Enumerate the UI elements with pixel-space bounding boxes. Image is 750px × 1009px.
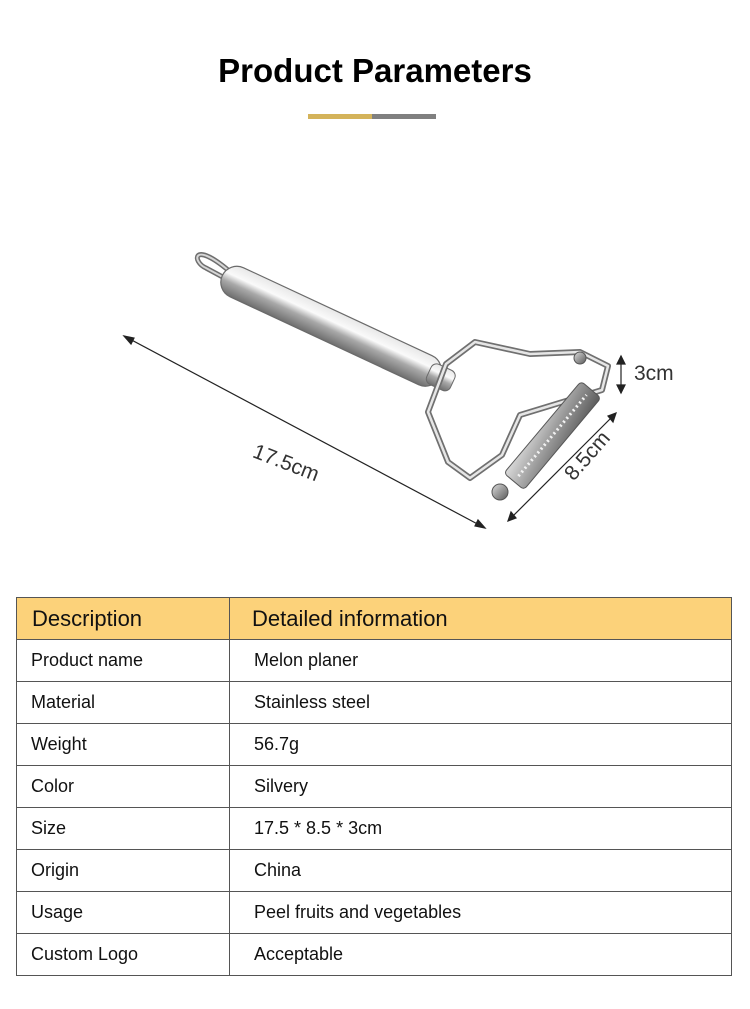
table-row (17, 682, 732, 724)
table-row (17, 766, 732, 808)
table-row (17, 850, 732, 892)
row-value: Peel fruits and vegetables (230, 892, 732, 934)
row-label: Color (17, 766, 230, 808)
row-value: China (230, 850, 732, 892)
column-header-detailed-information: Detailed information (230, 598, 732, 640)
row-value: Silvery (230, 766, 732, 808)
table-row (17, 808, 732, 850)
table-row (17, 934, 732, 976)
row-label: Weight (17, 724, 230, 766)
table-row (17, 724, 732, 766)
underline-gray-segment (372, 114, 436, 119)
spec-table (16, 597, 732, 976)
row-label: Material (17, 682, 230, 724)
row-value: 56.7g (230, 724, 732, 766)
title-underline (308, 114, 436, 119)
row-value: Acceptable (230, 934, 732, 976)
row-label: Origin (17, 850, 230, 892)
row-label: Custom Logo (17, 934, 230, 976)
table-header-row (17, 598, 732, 640)
peeler-image (110, 230, 710, 540)
width-dimension-label: 8.5cm (560, 426, 615, 486)
page-title: Product Parameters (218, 52, 532, 89)
underline-gold-segment (308, 114, 372, 119)
row-value: 17.5 * 8.5 * 3cm (230, 808, 732, 850)
length-dimension-label: 17.5cm (249, 440, 323, 487)
row-value: Stainless steel (230, 682, 732, 724)
table-row (17, 892, 732, 934)
row-value: Melon planer (230, 640, 732, 682)
row-label: Size (17, 808, 230, 850)
height-dimension-label: 3cm (634, 362, 674, 385)
column-header-description: Description (17, 598, 230, 640)
table-row (17, 640, 732, 682)
row-label: Product name (17, 640, 230, 682)
row-label: Usage (17, 892, 230, 934)
